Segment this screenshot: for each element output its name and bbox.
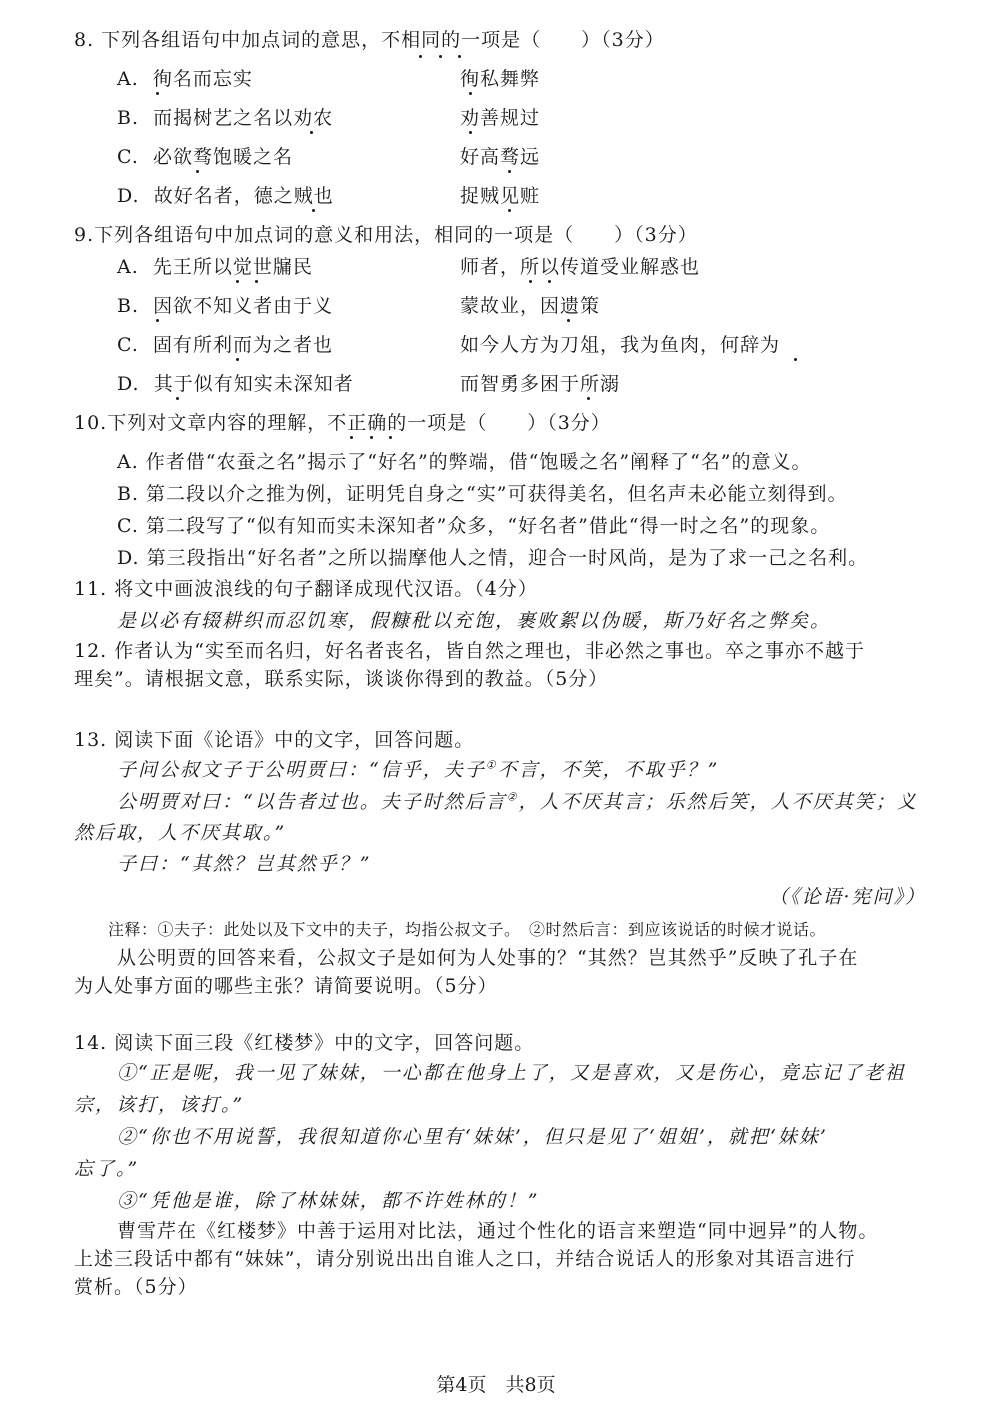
option-left-text: 固有所利而为之者也 bbox=[153, 334, 334, 356]
q14-passage-2-line-1: ②“你也不用说誓，我很知道你心里有‘妹妹’，但只是见了‘姐姐’，就把‘妹妹’ bbox=[117, 1126, 828, 1148]
q8-option-d-right: 捉贼见赃 bbox=[460, 185, 541, 207]
option-label: D. bbox=[117, 185, 140, 207]
q10-option-c: C. 第二段写了“似有知而实未深知者”众多，“好名者”借此“得一时之名”的现象。 bbox=[117, 515, 831, 537]
page-footer: 第4页 共8页 bbox=[436, 1374, 556, 1396]
option-left-text: 先王所以觉世牖民 bbox=[152, 256, 313, 278]
emphasis-dot bbox=[310, 131, 313, 134]
q14-question-line-1: 曹雪芹在《红楼梦》中善于运用对比法，通过个性化的语言来塑造“同中迥异”的人物。 bbox=[117, 1220, 879, 1242]
emphasis-dot bbox=[255, 280, 258, 283]
option-left-text: 故好名者，德之贼也 bbox=[153, 185, 334, 207]
option-label: C. bbox=[117, 334, 139, 356]
question-12-line-1: 12. 作者认为“实至而名归，好名者丧名，皆自然之理也，非必然之事也。卒之事亦不越于 bbox=[74, 640, 865, 662]
q10-option-b: B. 第二段以介之推为例，证明凭自身之“实”可获得美名，但名声未必能立刻得到。 bbox=[117, 483, 848, 505]
emphasis-dot bbox=[508, 170, 511, 173]
q13-source: （《论语·宪问》） bbox=[768, 886, 926, 908]
q9-option-c-right: 如今人方为刀俎，我为鱼肉，何辞为 bbox=[460, 334, 781, 356]
option-left-text: 其于似有知实未深知者 bbox=[153, 373, 354, 395]
emphasis-dot bbox=[236, 280, 239, 283]
q9-option-b bbox=[117, 293, 333, 319]
emphasis-dot bbox=[156, 319, 159, 322]
emphasis-dot bbox=[548, 280, 551, 283]
q13-passage-para-2-cont: 然后取，人不厌其取。” bbox=[74, 822, 287, 844]
q8-option-c bbox=[117, 144, 293, 170]
question-14-stem: 14. 阅读下面三段《红楼梦》中的文字，回答问题。 bbox=[74, 1032, 535, 1054]
emphasis-dot bbox=[508, 209, 511, 212]
emphasis-dot bbox=[176, 397, 179, 400]
q9-option-a-right: 师者，所以传道受业解惑也 bbox=[460, 256, 701, 278]
footnote-mark: ② bbox=[506, 790, 519, 804]
footnote-mark: ① bbox=[485, 758, 498, 772]
option-label: A. bbox=[117, 68, 139, 90]
passage-text: ，人不厌其言；乐然后笑，人不厌其笑；义 bbox=[518, 791, 918, 813]
question-13-stem: 13. 阅读下面《论语》中的文字，回答问题。 bbox=[74, 729, 475, 751]
question-10-stem: 10.下列对文章内容的理解，不正确的一项是（ ）（3分） bbox=[74, 412, 611, 434]
q8-option-a-right: 徇私舞弊 bbox=[460, 68, 541, 90]
q11-translation-sentence: 是以必有辍耕织而忍饥寒，假糠秕以充饱，裹败絮以伪暖，斯乃好名之弊矣。 bbox=[117, 610, 832, 632]
q8-option-a bbox=[117, 66, 253, 92]
q14-passage-3: ③“凭他是谁，除了林妹妹，都不许姓林的！” bbox=[117, 1190, 540, 1212]
passage-text: 不言，不笑，不取乎？” bbox=[497, 759, 720, 781]
emphasis-dot bbox=[156, 92, 159, 95]
emphasis-dot bbox=[458, 55, 461, 58]
emphasis-dot bbox=[350, 436, 353, 439]
question-12-line-2: 理矣”。请根据文意，联系实际，谈谈你得到的教益。（5分） bbox=[74, 668, 609, 690]
emphasis-dot bbox=[419, 55, 422, 58]
option-label: A. bbox=[117, 256, 139, 278]
emphasis-dot bbox=[469, 92, 472, 95]
q13-passage-para-2 bbox=[117, 789, 918, 815]
question-9-stem: 9.下列各组语句中加点词的意义和用法，相同的一项是（ ）（3分） bbox=[74, 224, 698, 246]
emphasis-dot bbox=[236, 358, 239, 361]
emphasis-dot bbox=[469, 131, 472, 134]
option-label: B. bbox=[117, 295, 140, 317]
emphasis-dot bbox=[587, 397, 590, 400]
q13-annotation: 注释：①夫子：此处以及下文中的夫子，均指公叔文子。 ②时然后言：到应该说话的时候才说话。 bbox=[108, 920, 827, 939]
option-label: B. bbox=[117, 107, 140, 129]
q9-option-b-right: 蒙故业，因遗策 bbox=[460, 295, 601, 317]
q9-option-d bbox=[117, 371, 354, 397]
question-8-stem: 8. 下列各组语句中加点词的意思，不相同的一项是（ ）（3分） bbox=[74, 29, 665, 51]
emphasis-dot bbox=[439, 55, 442, 58]
emphasis-dot bbox=[370, 436, 373, 439]
q10-option-d: D. 第三段指出“好名者”之所以揣摩他人之情，迎合一时风尚，是为了求一己之名利。 bbox=[117, 547, 869, 569]
q14-question-line-2: 上述三段话中都有“妹妹”，请分别说出出自谁人之口，并结合说话人的形象对其语言进行 bbox=[74, 1248, 856, 1270]
emphasis-dot bbox=[196, 170, 199, 173]
emphasis-dot bbox=[794, 358, 797, 361]
emphasis-dot bbox=[529, 280, 532, 283]
question-11-stem: 11. 将文中画波浪线的句子翻译成现代汉语。（4分） bbox=[74, 578, 538, 600]
option-left-text: 而揭树艺之名以劝农 bbox=[153, 107, 334, 129]
q8-option-d bbox=[117, 183, 334, 209]
q14-passage-1-line-1: ①“正是呢，我一见了妹妹，一心都在他身上了，又是喜欢，又是伤心，竟忘记了老祖 bbox=[117, 1062, 906, 1084]
option-left-text: 因欲不知义者由于义 bbox=[153, 295, 334, 317]
q9-option-d-right: 而智勇多困于所溺 bbox=[460, 373, 621, 395]
q13-passage-para-3: 子曰：“其然？岂其然乎？” bbox=[117, 853, 372, 875]
q14-passage-1-line-2: 宗，该打，该打。” bbox=[74, 1094, 245, 1116]
emphasis-dot bbox=[389, 436, 392, 439]
q14-question-line-3: 赏析。（5分） bbox=[74, 1276, 198, 1298]
passage-text: 子问公叔文子于公明贾曰：“信乎，夫子 bbox=[117, 759, 486, 781]
q14-passage-2-line-2: 忘了。” bbox=[74, 1158, 140, 1180]
q13-question-line-1: 从公明贾的回答来看，公叔文子是如何为人处事的？“其然？岂其然乎”反映了孔子在 bbox=[117, 947, 859, 969]
q8-option-b-right: 劝善规过 bbox=[460, 107, 541, 129]
option-label: D. bbox=[117, 373, 140, 395]
q8-option-c-right: 好高骛远 bbox=[460, 146, 541, 168]
q10-option-a: A. 作者借“农蚕之名”揭示了“好名”的弊端，借“饱暖之名”阐释了“名”的意义。 bbox=[117, 451, 812, 473]
option-left-text: 徇名而忘实 bbox=[152, 68, 253, 90]
q9-option-a bbox=[117, 254, 313, 280]
emphasis-dot bbox=[312, 209, 315, 212]
emphasis-dot bbox=[567, 319, 570, 322]
q13-passage-para-1 bbox=[117, 757, 719, 783]
option-left-text: 必欲骛饱暖之名 bbox=[153, 146, 294, 168]
q9-option-c bbox=[117, 332, 333, 358]
q8-option-b bbox=[117, 105, 333, 131]
option-label: C. bbox=[117, 146, 139, 168]
passage-text: 公明贾对曰：“以告者过也。夫子时然后言 bbox=[117, 791, 507, 813]
q13-question-line-2: 为人处事方面的哪些主张？请简要说明。（5分） bbox=[74, 975, 498, 997]
